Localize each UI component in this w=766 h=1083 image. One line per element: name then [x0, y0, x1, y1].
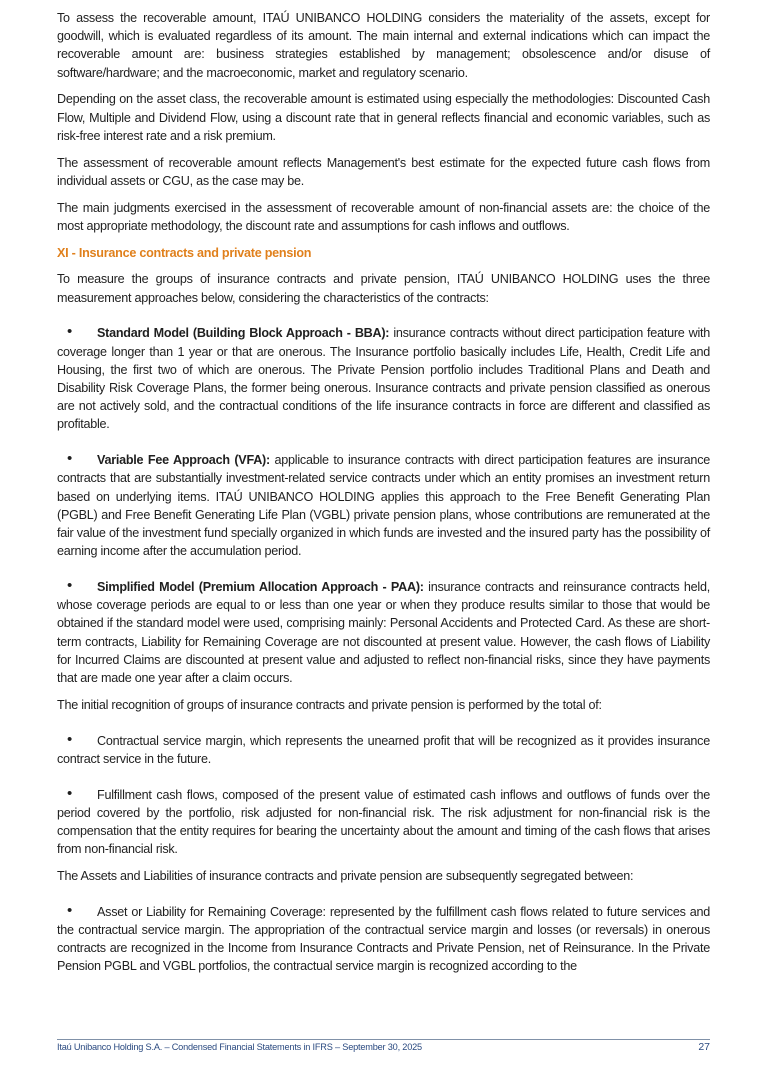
initial-recognition-item — [57, 723, 710, 768]
bullet-icon: • — [67, 730, 73, 748]
approach-term: Standard Model (Building Block Approach - BBA): — [97, 326, 390, 341]
segregation-intro: The Assets and Liabilities of insurance contracts and private pension are subsequently segregated between: — [57, 869, 634, 884]
page-number: 27 — [698, 1041, 710, 1053]
paragraph-methodologies: Depending on the asset class, the recoverable amount is estimated using especially the methodologies: Discounted Cash Flow, Multiple and Dividend Flow, using a discount rate that in general reflects financial and economic variables, such as risk-free interest rate and a risk premium. — [57, 92, 710, 143]
section-heading: XI - Insurance contracts and private pension — [57, 245, 312, 260]
section-intro: To measure the groups of insurance contracts and private pension, ITAÚ UNIBANCO HOLDING uses the three measurement approaches below, considering the characteristics of the contracts: — [57, 272, 710, 305]
initial-recognition-item — [57, 777, 710, 859]
item-text: Fulfillment cash flows, composed of the present value of estimated cash inflows and outflows of funds over the period covered by the portfolio, risk adjusted for non-financial risk. The risk adjustment for non-financial risk is the compensation that the entity requires for bearing the uncertainty about the amount and timing of the cash flows that arises from non-financial risk. — [57, 787, 710, 857]
bullet-icon: • — [67, 450, 73, 468]
paragraph-main-judgments: The main judgments exercised in the assessment of recoverable amount of non-financial assets are: the choice of the most appropriate methodology, the discount rate and assumptions for cash inflows and outflows. — [57, 200, 710, 233]
bullet-icon: • — [67, 577, 73, 595]
approach-paa — [57, 569, 710, 687]
footer-rule — [57, 1039, 710, 1040]
initial-recognition-intro: The initial recognition of groups of insurance contracts and private pension is performed by the total of: — [57, 697, 602, 712]
paragraph-recoverable-amount: To assess the recoverable amount, ITAÚ UNIBANCO HOLDING considers the materiality of the assets, except for goodwill, which is evaluated regardless of its amount. The main internal and external indications which can impact the recoverable amount are: business strategies established by management; obsolescence and/or disuse of software/hardware; and the macroeconomic, market and regulatory scenario. — [57, 11, 710, 80]
segregation-item — [57, 894, 710, 976]
footer-text: Itaú Unibanco Holding S.A. – Condensed Financial Statements in IFRS – September 30, 2025 — [57, 1042, 422, 1052]
document-page — [57, 9, 710, 984]
approach-term: Variable Fee Approach (VFA): — [97, 453, 270, 468]
paragraph-management-estimate: The assessment of recoverable amount reflects Management's best estimate for the expected future cash flows from individual assets or CGU, as the case may be. — [57, 155, 710, 188]
bullet-icon: • — [67, 784, 73, 802]
approach-text: insurance contracts and reinsurance contracts held, whose coverage periods are equal to or less than one year or when they produce results similar to those that would be obtained if the standard model were used, comprising mainly: Personal Accidents and Protected Card. As these are short-term contracts, Liability for Remaining Coverage are not discounted at present value. However, the cash flows of Liability for Incurred Claims are discounted at present value and adjusted to reflect non-financial risks, since they have payments that are made one year after a claim occurs. — [57, 580, 710, 686]
approach-text: applicable to insurance contracts with direct participation features are insurance contracts that are substantially investment-related service contracts under which an entity promises an investment return based on underlying items. ITAÚ UNIBANCO HOLDING applies this approach to the Free Benefit Generating Plan (PGBL) and Free Benefit Generating Life Plan (VGBL) private pension plans, whose contributions are remunerated at the fair value of the investment fund specially organized in which funds are invested and the insured party has the possibility of earning income after the accumulation period. — [57, 453, 710, 559]
item-text: Asset or Liability for Remaining Coverage: represented by the fulfillment cash flows related to future services and the contractual service margin. The appropriation of the contractual service margin and losses (or reversals) in onerous contracts are recognized in the Income from Insurance Contracts and Private Pension, net of Reinsurance. In the Private Pension PGBL and VGBL portfolios, the contractual service margin is recognized according to the — [57, 904, 710, 974]
bullet-icon: • — [67, 323, 73, 341]
bullet-icon: • — [67, 901, 73, 919]
approach-text: insurance contracts without direct participation feature with coverage longer than 1 year or that are onerous. The Insurance portfolio basically includes Life, Health, Credit Life and Housing, the first two of which are onerous. The Private Pension portfolio includes Traditional Plans and Death and Disability Risk Coverage Plans, the former being onerous. Insurance contracts and private pension classified as onerous are not actively sold, and the contractual conditions of the life insurance contracts in force are different and classified as profitable. — [57, 326, 710, 432]
item-text: Contractual service margin, which represents the unearned profit that will be recognized as it provides insurance contract service in the future. — [57, 733, 710, 766]
approach-vfa — [57, 442, 710, 560]
approach-bba — [57, 315, 710, 433]
approach-term: Simplified Model (Premium Allocation Approach - PAA): — [97, 580, 424, 595]
